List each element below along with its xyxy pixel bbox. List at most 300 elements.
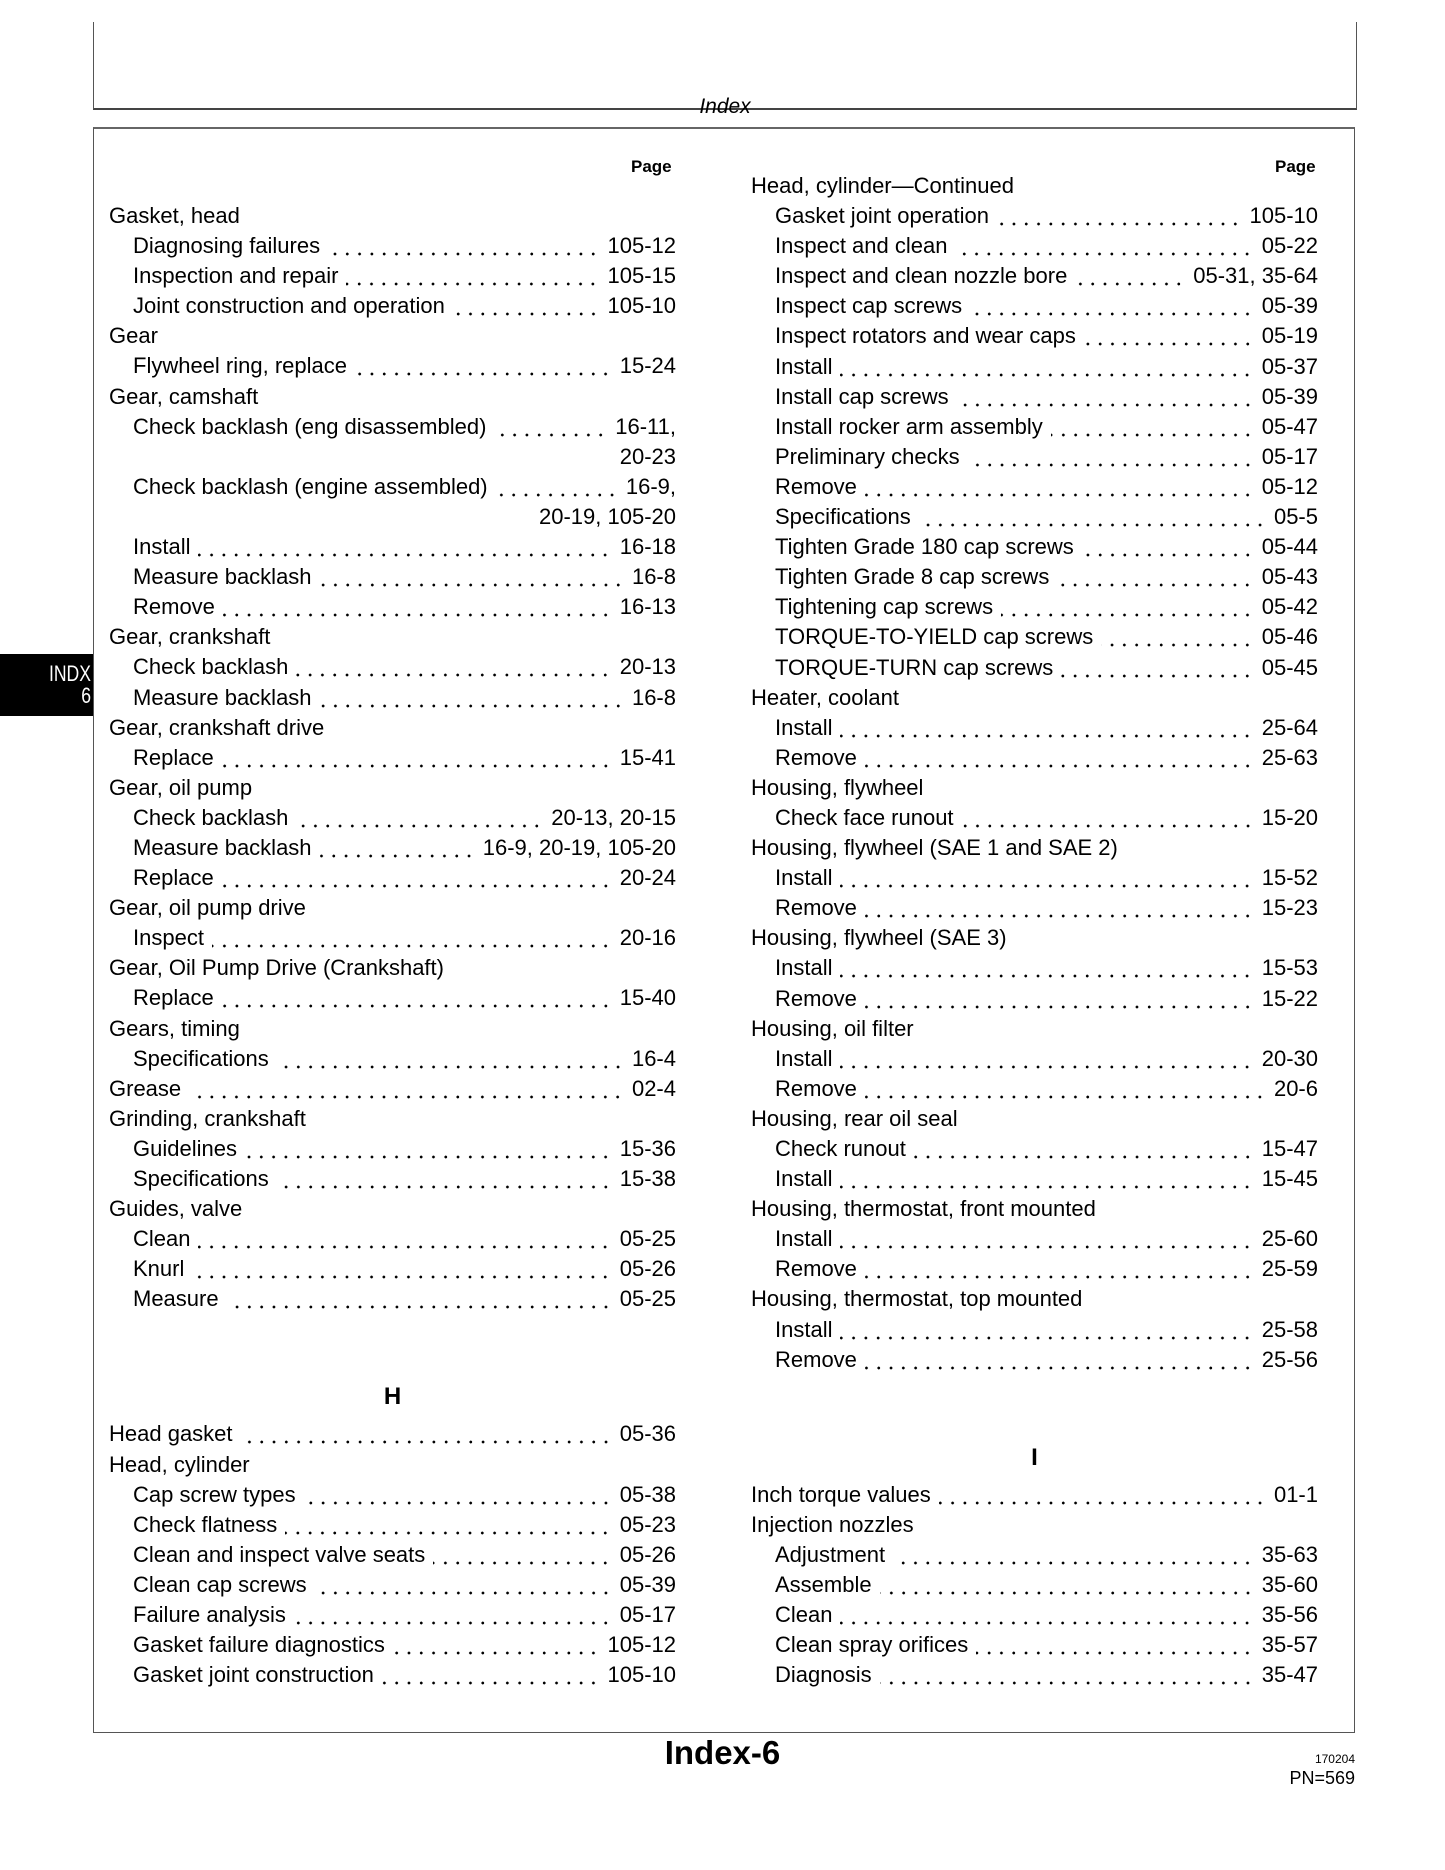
dot-leader xyxy=(494,412,607,442)
page-reference: 05-26 xyxy=(619,1541,676,1567)
page-reference: 05-31, 35-64 xyxy=(1193,263,1318,289)
entry-text: Remove xyxy=(775,473,857,499)
dot-leader xyxy=(189,1074,624,1104)
entry-text: Measure backlash xyxy=(133,684,312,710)
page-reference: 05-36 xyxy=(619,1421,676,1447)
index-subentry xyxy=(751,291,1318,321)
index-entry xyxy=(109,713,676,743)
entry-text: Gasket failure diagnostics xyxy=(133,1632,385,1658)
index-right-column xyxy=(751,171,1318,1690)
entry-text: Install xyxy=(775,955,833,981)
page-reference: 15-20 xyxy=(1261,804,1318,830)
dot-leader xyxy=(840,1044,1253,1074)
page-reference: 05-43 xyxy=(1261,564,1318,590)
index-entry xyxy=(109,953,676,983)
entry-text: Replace xyxy=(133,985,214,1011)
dot-leader xyxy=(320,683,624,713)
entry-text: Measure backlash xyxy=(133,834,312,860)
entry-text: Cap screw types xyxy=(133,1481,296,1507)
entry-text: Head gasket xyxy=(109,1421,233,1447)
page-reference: 05-22 xyxy=(1261,233,1318,259)
entry-text: Housing, thermostat, front mounted xyxy=(751,1196,1096,1222)
entry-text: Install xyxy=(775,865,833,891)
index-subentry xyxy=(751,743,1318,773)
page-reference: 16-9, xyxy=(625,473,676,499)
page-reference: 20-13 xyxy=(619,654,676,680)
dot-leader xyxy=(840,1315,1253,1345)
dot-leader xyxy=(865,472,1254,502)
entry-text: Check backlash (engine assembled) xyxy=(133,473,488,499)
index-subentry xyxy=(109,532,676,562)
index-subentry xyxy=(109,1510,676,1540)
index-entry xyxy=(109,1450,676,1480)
page-reference: 05-5 xyxy=(1273,504,1318,530)
entry-text: Diagnosis xyxy=(775,1662,872,1688)
dot-leader xyxy=(939,1480,1266,1510)
index-subentry xyxy=(109,983,676,1013)
index-entry xyxy=(751,773,1318,803)
dot-leader xyxy=(212,923,612,953)
index-subentry xyxy=(751,502,1318,532)
dot-leader xyxy=(453,291,600,321)
page-reference: 15-36 xyxy=(619,1135,676,1161)
page-reference: 05-37 xyxy=(1261,353,1318,379)
dot-leader xyxy=(496,472,618,502)
entry-text: Install xyxy=(133,534,191,560)
page-reference: 05-17 xyxy=(1261,443,1318,469)
dot-leader xyxy=(865,743,1254,773)
index-subentry xyxy=(109,803,676,833)
page-reference: 105-10 xyxy=(607,1662,676,1688)
entry-text: Replace xyxy=(133,744,214,770)
index-entry xyxy=(109,773,676,803)
entry-text: Remove xyxy=(775,1256,857,1282)
entry-text: Gear, crankshaft xyxy=(109,624,271,650)
dot-leader xyxy=(1075,261,1185,291)
entry-text: Inspect xyxy=(133,925,204,951)
page-reference: 15-53 xyxy=(1261,955,1318,981)
page-reference: 16-13 xyxy=(619,594,676,620)
entry-text: Gasket joint operation xyxy=(775,203,990,229)
entry-text: Install xyxy=(775,1166,833,1192)
entry-text: Gear, crankshaft drive xyxy=(109,714,325,740)
entry-text: Tighten Grade 180 cap screws xyxy=(775,534,1074,560)
page-reference: 05-25 xyxy=(619,1286,676,1312)
page-reference: 15-23 xyxy=(1261,895,1318,921)
dot-leader xyxy=(241,1419,612,1449)
dot-leader xyxy=(840,1224,1253,1254)
page-reference: 25-56 xyxy=(1261,1346,1318,1372)
page-reference: 105-15 xyxy=(607,263,676,289)
index-subentry xyxy=(751,713,1318,743)
entry-text: Diagnosing failures xyxy=(133,233,321,259)
dot-leader xyxy=(1061,653,1253,683)
index-entry xyxy=(751,1510,1318,1540)
section-tab-number: 6 xyxy=(81,683,91,708)
entry-text: TORQUE-TO-YIELD cap screws xyxy=(775,624,1094,650)
entry-text: Remove xyxy=(775,744,857,770)
index-subentry xyxy=(109,683,676,713)
entry-text: Inspect and clean nozzle bore xyxy=(775,263,1068,289)
dot-leader xyxy=(222,743,612,773)
dot-leader xyxy=(223,592,612,622)
dot-leader xyxy=(320,833,475,863)
index-left-column xyxy=(109,201,676,1690)
entry-text: Knurl xyxy=(133,1256,185,1282)
page-reference: 105-12 xyxy=(607,233,676,259)
entry-text: Check backlash (eng disassembled) xyxy=(133,413,487,439)
index-entry xyxy=(109,1419,676,1449)
page-reference: 16-11, xyxy=(615,413,676,439)
entry-text: Clean xyxy=(775,1602,833,1628)
dot-leader xyxy=(840,863,1253,893)
index-subentry xyxy=(109,652,676,682)
index-entry xyxy=(751,683,1318,713)
page-reference: 20-30 xyxy=(1261,1045,1318,1071)
dot-leader xyxy=(840,352,1253,382)
entry-text: Remove xyxy=(775,985,857,1011)
index-subentry xyxy=(109,1600,676,1630)
page-reference: 05-39 xyxy=(1261,293,1318,319)
dot-leader xyxy=(865,984,1254,1014)
page-reference: 25-63 xyxy=(1261,744,1318,770)
entry-text: Check flatness xyxy=(133,1511,278,1537)
entry-text: Grease xyxy=(109,1075,182,1101)
entry-text: Head, cylinder xyxy=(109,1451,250,1477)
index-subentry xyxy=(751,1254,1318,1284)
page-reference: 25-59 xyxy=(1261,1256,1318,1282)
entry-text: Replace xyxy=(133,865,214,891)
index-subentry xyxy=(109,261,676,291)
index-subentry xyxy=(751,1134,1318,1164)
index-entry xyxy=(109,893,676,923)
page-reference: 35-60 xyxy=(1261,1572,1318,1598)
index-subentry xyxy=(751,382,1318,412)
dot-leader xyxy=(976,1630,1254,1660)
index-subentry xyxy=(109,412,676,442)
page-reference: 02-4 xyxy=(631,1075,676,1101)
index-entry xyxy=(109,201,676,231)
index-subentry xyxy=(751,592,1318,622)
index-subentry xyxy=(751,653,1318,683)
dot-leader xyxy=(840,1600,1253,1630)
entry-text: Tighten Grade 8 cap screws xyxy=(775,564,1050,590)
entry-text: Housing, flywheel xyxy=(751,774,924,800)
entry-text: Inspect and clean xyxy=(775,233,948,259)
index-subentry xyxy=(751,953,1318,983)
page-reference: 05-25 xyxy=(619,1226,676,1252)
page-reference: 15-38 xyxy=(619,1166,676,1191)
entry-text: Install rocker arm assembly xyxy=(775,413,1043,439)
page-reference: 05-47 xyxy=(1261,413,1318,439)
entry-text: Housing, rear oil seal xyxy=(751,1105,958,1131)
page-reference: 15-22 xyxy=(1261,985,1318,1011)
page-reference: 01-1 xyxy=(1273,1481,1318,1507)
dot-leader xyxy=(957,382,1254,412)
entry-text: Install xyxy=(775,1316,833,1342)
index-entry xyxy=(109,1014,676,1044)
dot-leader xyxy=(277,1164,612,1194)
index-entry xyxy=(751,1480,1318,1510)
index-entry xyxy=(751,1014,1318,1044)
dot-leader xyxy=(1082,532,1254,562)
running-header-box xyxy=(93,22,1357,118)
dot-leader xyxy=(865,1345,1254,1375)
page-reference: 35-47 xyxy=(1261,1662,1318,1688)
entry-text: Install xyxy=(775,714,833,740)
index-subentry xyxy=(751,893,1318,923)
dot-leader xyxy=(296,803,543,833)
page-reference: 16-4 xyxy=(631,1045,676,1071)
page-reference: 05-17 xyxy=(619,1602,676,1628)
dot-leader xyxy=(865,1254,1254,1284)
entry-text: Check backlash xyxy=(133,654,289,680)
entry-text: TORQUE-TURN cap screws xyxy=(775,654,1054,680)
entry-text: Check face runout xyxy=(775,804,954,830)
index-subentry xyxy=(109,1480,676,1510)
page-reference: 05-46 xyxy=(1261,624,1318,650)
dot-leader xyxy=(919,502,1266,532)
page-reference: 16-9, 20-19, 105-20 xyxy=(482,834,676,860)
page-reference: 20-13, 20-15 xyxy=(551,804,676,830)
dot-leader xyxy=(840,713,1253,743)
entry-text: Install xyxy=(775,1226,833,1252)
dot-leader xyxy=(968,442,1254,472)
index-subentry xyxy=(109,1164,676,1194)
page-reference: 35-56 xyxy=(1261,1602,1318,1628)
dot-leader xyxy=(320,562,624,592)
entry-text: Gear, oil pump xyxy=(109,774,253,800)
dot-leader xyxy=(382,1660,600,1690)
index-entry xyxy=(109,1074,676,1104)
index-entry xyxy=(109,382,676,412)
page-reference: 05-45 xyxy=(1261,654,1318,680)
index-subentry xyxy=(751,261,1318,291)
page-reference: 16-8 xyxy=(631,564,676,590)
index-subentry xyxy=(751,1044,1318,1074)
dot-leader xyxy=(433,1540,611,1570)
entry-text: Housing, flywheel (SAE 1 and SAE 2) xyxy=(751,835,1118,861)
dot-leader xyxy=(1057,562,1253,592)
entry-text: Injection nozzles xyxy=(751,1511,914,1537)
entry-text: Housing, flywheel (SAE 3) xyxy=(751,925,1007,951)
index-continuation xyxy=(109,502,676,532)
entry-text: Specifications xyxy=(775,504,911,530)
index-subentry xyxy=(109,833,676,863)
index-subentry xyxy=(751,352,1318,382)
index-subentry xyxy=(109,291,676,321)
dot-leader xyxy=(296,652,611,682)
dot-leader xyxy=(198,532,611,562)
entry-text: Gear xyxy=(109,323,158,349)
entry-text: Remove xyxy=(133,594,215,620)
page-reference: 05-44 xyxy=(1261,534,1318,560)
entry-text: Remove xyxy=(775,1075,857,1101)
entry-text: Remove xyxy=(775,1346,857,1372)
page-reference: 25-60 xyxy=(1261,1226,1318,1252)
entry-text: Failure analysis xyxy=(133,1602,286,1628)
dot-leader xyxy=(955,231,1253,261)
dot-leader xyxy=(192,1254,611,1284)
index-subentry xyxy=(751,863,1318,893)
index-continuation xyxy=(109,442,676,472)
dot-leader xyxy=(294,1600,612,1630)
page-reference: 105-12 xyxy=(607,1632,676,1658)
index-entry xyxy=(109,622,676,652)
dot-leader xyxy=(315,1570,612,1600)
dot-leader xyxy=(970,291,1254,321)
page-reference: 05-26 xyxy=(619,1256,676,1282)
entry-text: Gasket joint construction xyxy=(133,1662,374,1688)
index-subentry xyxy=(109,1044,676,1074)
entry-text: Remove xyxy=(775,895,857,921)
dot-leader xyxy=(245,1134,612,1164)
index-subentry xyxy=(751,1345,1318,1375)
index-subentry xyxy=(751,201,1318,231)
dot-leader xyxy=(880,1570,1254,1600)
page-reference: 05-23 xyxy=(619,1511,676,1537)
index-subentry xyxy=(751,1164,1318,1194)
entry-text: Guides, valve xyxy=(109,1196,243,1222)
dot-leader xyxy=(1001,592,1254,622)
index-subentry xyxy=(109,1570,676,1600)
index-subentry xyxy=(109,1630,676,1660)
index-subentry xyxy=(109,743,676,773)
index-subentry xyxy=(109,1134,676,1164)
entry-text: Check backlash xyxy=(133,804,289,830)
entry-text: Guidelines xyxy=(133,1135,237,1161)
index-subentry xyxy=(751,1315,1318,1345)
page-reference: 15-52 xyxy=(1261,865,1318,891)
page-reference: 20-24 xyxy=(619,865,676,891)
index-entry xyxy=(751,833,1318,863)
dot-leader xyxy=(346,261,599,291)
index-letter: H xyxy=(383,1383,402,1411)
page-reference: 05-38 xyxy=(619,1481,676,1507)
index-entry xyxy=(109,321,676,351)
page-reference: 20-23 xyxy=(619,443,676,469)
page-reference: 20-16 xyxy=(619,925,676,951)
dot-leader xyxy=(962,803,1254,833)
index-letter-heading xyxy=(109,1314,676,1419)
entry-text: Assemble xyxy=(775,1572,872,1598)
entry-text: Housing, oil filter xyxy=(751,1015,914,1041)
page-reference: 16-8 xyxy=(631,684,676,710)
dot-leader xyxy=(865,893,1254,923)
index-subentry xyxy=(109,1284,676,1314)
index-subentry xyxy=(109,1660,676,1690)
index-subentry xyxy=(751,532,1318,562)
page-reference: 35-57 xyxy=(1261,1632,1318,1658)
index-entry xyxy=(751,1194,1318,1224)
index-subentry xyxy=(109,472,676,502)
index-subentry xyxy=(751,472,1318,502)
dot-leader xyxy=(997,201,1241,231)
entry-text: Install xyxy=(775,1045,833,1071)
entry-text: Inspect rotators and wear caps xyxy=(775,323,1076,349)
page-reference: 25-64 xyxy=(1261,714,1318,740)
entry-text: Install xyxy=(775,353,833,379)
dot-leader xyxy=(880,1660,1254,1690)
entry-text: Measure backlash xyxy=(133,564,312,590)
page-number: Index-6 xyxy=(664,1734,781,1771)
index-subentry xyxy=(751,1540,1318,1570)
page-reference: 35-63 xyxy=(1261,1541,1318,1567)
dot-leader xyxy=(1084,321,1254,351)
index-entry xyxy=(751,1104,1318,1134)
page-reference: 05-42 xyxy=(1261,594,1318,620)
entry-text: Joint construction and operation xyxy=(133,293,445,319)
index-entry xyxy=(751,923,1318,953)
entry-text: Inspect cap screws xyxy=(775,293,963,319)
page-pn: PN=569 xyxy=(1289,1768,1355,1788)
entry-text: Heater, coolant xyxy=(751,684,899,710)
index-subentry xyxy=(751,321,1318,351)
running-header-title: Index xyxy=(699,95,751,118)
entry-text: Adjustment xyxy=(775,1541,886,1567)
index-entry xyxy=(751,171,1318,201)
index-subentry xyxy=(751,1224,1318,1254)
page-reference: 20-19, 105-20 xyxy=(539,503,676,529)
page-reference: 05-19 xyxy=(1261,323,1318,349)
dot-leader xyxy=(840,1164,1253,1194)
index-subentry xyxy=(751,231,1318,261)
entry-text: Head, cylinder—Continued xyxy=(751,173,1014,198)
entry-text: Gear, camshaft xyxy=(109,383,259,409)
entry-text: Housing, thermostat, top mounted xyxy=(751,1286,1083,1312)
dot-leader xyxy=(328,231,599,261)
entry-text: Inch torque values xyxy=(751,1481,931,1507)
page-reference: 15-47 xyxy=(1261,1136,1318,1161)
index-subentry xyxy=(109,592,676,622)
index-subentry xyxy=(109,923,676,953)
index-subentry xyxy=(751,1630,1318,1660)
dot-leader xyxy=(285,1510,611,1540)
dot-leader xyxy=(304,1480,612,1510)
dot-leader xyxy=(1051,412,1254,442)
entry-text: Clean spray orifices xyxy=(775,1632,969,1658)
index-subentry xyxy=(751,562,1318,592)
page-reference: 105-10 xyxy=(607,293,676,319)
index-subentry xyxy=(109,1224,676,1254)
index-subentry xyxy=(109,231,676,261)
index-subentry xyxy=(751,442,1318,472)
entry-text: Specifications xyxy=(133,1045,269,1071)
page-reference: 05-39 xyxy=(619,1571,676,1597)
index-subentry xyxy=(109,351,676,381)
entry-text: Measure xyxy=(133,1286,219,1312)
left-page-column-label: Page xyxy=(631,157,672,176)
page-reference: 105-10 xyxy=(1249,203,1318,229)
index-subentry xyxy=(751,984,1318,1014)
dot-leader xyxy=(277,1044,624,1074)
section-tab-label: INDX xyxy=(48,661,91,686)
entry-text: Gear, Oil Pump Drive (Crankshaft) xyxy=(109,955,444,981)
entry-text: Gear, oil pump drive xyxy=(109,895,306,921)
index-subentry xyxy=(109,1540,676,1570)
entry-text: Clean cap screws xyxy=(133,1571,307,1597)
index-subentry xyxy=(109,1254,676,1284)
dot-leader xyxy=(865,1074,1266,1104)
entry-text: Clean and inspect valve seats xyxy=(133,1541,426,1567)
index-subentry xyxy=(109,562,676,592)
document-code: 170204 xyxy=(1314,1752,1355,1766)
index-subentry xyxy=(751,1660,1318,1690)
index-entry xyxy=(751,1284,1318,1314)
dot-leader xyxy=(227,1284,612,1314)
index-subentry xyxy=(109,863,676,893)
entry-text: Install cap screws xyxy=(775,383,949,409)
